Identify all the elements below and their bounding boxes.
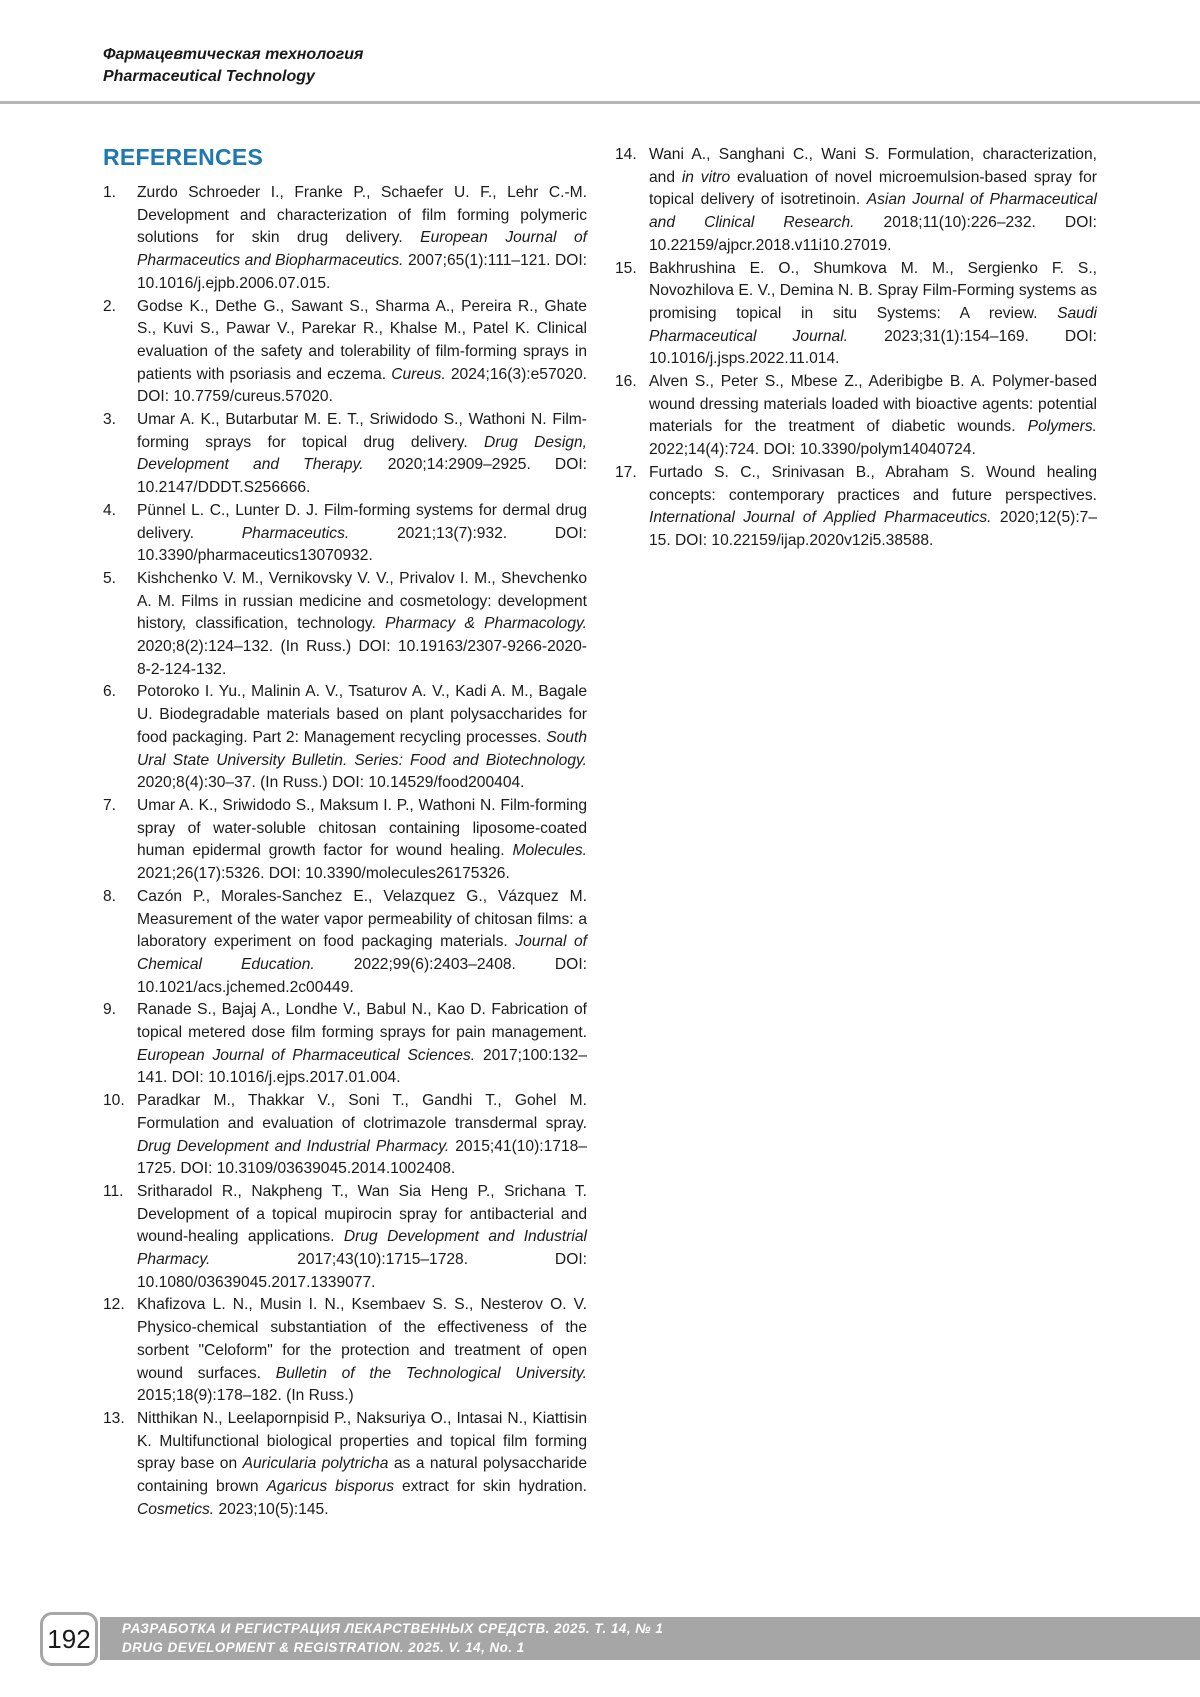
reference-number: 4. (103, 501, 117, 519)
reference-journal: Cureus. (391, 365, 446, 383)
reference-item (103, 795, 587, 886)
footer-journal-ru: РАЗРАБОТКА И РЕГИСТРАЦИЯ ЛЕКАРСТВЕННЫХ СРЕДСТВ. 2025. Т. 14, № 1 (122, 1621, 664, 1636)
reference-item (615, 258, 1097, 372)
reference-authors-title: Pünnel L. C., Lunter D. J. Film-forming systems for dermal drug delivery. (137, 501, 587, 542)
page-number: 192 (40, 1612, 98, 1666)
reference-journal: European Journal of Pharmaceutics and Biopharmaceutics. (137, 229, 587, 270)
reference-list-left (103, 182, 587, 1521)
reference-authors-title: Umar A. K., Butarbutar M. E. T., Sriwidodo S., Wathoni N. Film-forming sprays for topical drug delivery. (137, 411, 587, 451)
reference-journal: Drug Development and Industrial Pharmacy. (137, 1137, 450, 1155)
reference-item (103, 1294, 587, 1408)
reference-text (137, 296, 587, 410)
reference-citation: 2022;99(6):2403–2408. DOI: 10.1021/acs.jchemed.2c00449. (137, 955, 587, 996)
reference-number: 5. (103, 569, 117, 587)
reference-number: 11. (103, 1182, 124, 1200)
reference-number: 15. (615, 259, 637, 277)
footer-journal-en: DRUG DEVELOPMENT & REGISTRATION. 2025. V. 14, No. 1 (122, 1639, 525, 1655)
reference-text (137, 409, 587, 500)
reference-italic-term: Agaricus bisporus (266, 1478, 395, 1496)
running-head-en: Pharmaceutical Technology (103, 68, 315, 85)
reference-authors-title: Paradkar M., Thakkar V., Soni T., Gandhi T., Gohel M. Formulation and evaluation of clotrimazole transdermal spray. (137, 1092, 587, 1132)
reference-authors-title: Nitthikan N., Leelapornpisid P., Naksuriya O., Intasai N., Kiattisin K. Multifunctional biological properties and topical film forming spray base on (137, 1409, 587, 1473)
reference-text (137, 182, 587, 296)
reference-citation: 2020;12(5):7–15. DOI: 10.22159/ijap.2020v12i5.38588. (649, 509, 1098, 549)
reference-text (137, 999, 587, 1090)
reference-authors-title: Khafizova L. N., Musin I. N., Ksembaev S. S., Nesterov O. V. Physico-chemical substantiation of the effectiveness of the sorbent "Celoform" for the protection and treatment of open wound surfaces. (137, 1296, 587, 1382)
reference-journal: Pharmaceutics. (241, 524, 350, 542)
reference-title-cont: extract for skin hydration. (394, 1478, 587, 1496)
reference-number: 1. (103, 184, 117, 201)
reference-number: 16. (615, 373, 637, 391)
reference-authors-title: Cazón P., Morales-Sanchez E., Velazquez G., Vázquez M. Measurement of the water vapor permeability of chitosan films: a laboratory experiment on food packaging materials. (137, 887, 587, 951)
reference-journal: Polymers. (1027, 418, 1097, 436)
footer-journal (122, 1620, 663, 1657)
reference-journal: International Journal of Applied Pharmaceutics. (649, 509, 992, 527)
reference-citation: 2022;14(4):724. DOI: 10.3390/polym14040724. (649, 441, 976, 459)
reference-text (137, 1408, 587, 1522)
reference-number: 14. (615, 146, 637, 163)
reference-italic-term: in vitro (681, 168, 731, 186)
reference-citation: 2018;11(10):226–232. DOI: 10.22159/ajpcr.2018.v11i10.27019. (649, 214, 1097, 254)
references-heading: REFERENCES (103, 144, 264, 170)
reference-citation: 2020;14:2909–2925. DOI: 10.2147/DDDT.S256666. (137, 456, 587, 497)
reference-journal: European Journal of Pharmaceutical Sciences. (137, 1046, 476, 1064)
reference-item (103, 1408, 587, 1522)
reference-journal: South Ural State University Bulletin. Series: Food and Biotechnology. (137, 728, 587, 769)
reference-number: 17. (615, 463, 637, 481)
reference-item (103, 182, 587, 296)
right-column (615, 144, 1097, 553)
reference-authors-title: Furtado S. C., Srinivasan B., Abraham S. Wound healing concepts: contemporary practices and future perspectives. (649, 463, 1097, 504)
reference-list-right (615, 144, 1097, 553)
reference-citation: 2007;65(1):111–121. DOI: 10.1016/j.ejpb.2006.07.015. (137, 252, 588, 292)
reference-number: 2. (103, 297, 117, 315)
reference-number: 12. (103, 1296, 125, 1314)
reference-text (649, 462, 1097, 553)
running-head-ru: Фармацевтическая технология (103, 46, 364, 63)
reference-authors-title: Potoroko I. Yu., Malinin A. V., Tsaturov A. V., Kadi A. M., Bagale U. Biodegradable materials based on plant polysaccharides for food packaging. Part 2: Management recycling processes. (137, 683, 587, 746)
reference-title-cont: as a natural polysaccharide containing brown (137, 1455, 587, 1496)
reference-item (615, 462, 1097, 553)
reference-number: 10. (103, 1092, 125, 1110)
reference-journal: Cosmetics. (137, 1500, 215, 1518)
reference-item (103, 296, 587, 410)
reference-text (137, 681, 587, 795)
reference-text (137, 1090, 587, 1181)
reference-authors-title: Ranade S., Bajaj A., Londhe V., Babul N., Kao D. Fabrication of topical metered dose film forming sprays for pain management. (137, 1001, 587, 1042)
reference-citation: 2023;31(1):154–169. DOI: 10.1016/j.jsps.2022.11.014. (649, 327, 1097, 368)
reference-item (615, 371, 1097, 462)
reference-item (103, 886, 587, 1000)
reference-citation: 2015;41(10):1718–1725. DOI: 10.3109/03639045.2014.1002408. (137, 1137, 587, 1178)
reference-citation: 2020;8(4):30–37. (In Russ.) DOI: 10.14529/food200404. (137, 774, 525, 792)
reference-number: 9. (103, 1001, 117, 1019)
reference-text (137, 886, 587, 1000)
reference-authors-title: Bakhrushina E. O., Shumkova M. M., Sergienko F. S., Novozhilova E. V., Demina N. B. Spray Film-Forming systems as promising topical in situ Systems: A review. (649, 259, 1097, 322)
reference-number: 8. (103, 887, 117, 905)
reference-journal: Saudi Pharmaceutical Journal. (649, 304, 1097, 345)
reference-number: 7. (103, 796, 117, 814)
reference-journal: Drug Design, Development and Therapy. (137, 433, 587, 474)
reference-citation: 2021;13(7):932. DOI: 10.3390/pharmaceutics13070932. (137, 524, 587, 565)
reference-item (103, 500, 587, 568)
reference-journal: Pharmacy & Pharmacology. (385, 615, 587, 633)
reference-citation: 2023;10(5):145. (214, 1500, 329, 1518)
running-head (103, 44, 363, 88)
reference-item (103, 568, 587, 682)
header-divider (0, 101, 1200, 104)
reference-authors-title: Zurdo Schroeder I., Franke P., Schaefer U. F., Lehr C.-M. Development and characterization of film forming polymeric solutions for skin drug delivery. (137, 184, 587, 247)
reference-number: 13. (103, 1409, 125, 1427)
reference-authors-title: Godse K., Dethe G., Sawant S., Sharma A., Pereira R., Ghate S., Kuvi S., Pawar V., Parekar R., Khalse M., Patel K. Clinical evaluation of the safety and tolerability of film-forming sprays in patients with psoriasis and eczema. (137, 297, 587, 383)
reference-text (137, 795, 587, 886)
reference-text (137, 568, 587, 682)
left-column (103, 142, 587, 1521)
reference-item (103, 1090, 587, 1181)
reference-authors-title: Alven S., Peter S., Mbese Z., Aderibigbe B. A. Polymer-based wound dressing materials loaded with bioactive agents: potential materials for the treatment of diabetic wounds. (649, 373, 1097, 436)
reference-number: 6. (103, 683, 117, 701)
reference-italic-term: Auricularia polytricha (242, 1455, 389, 1473)
reference-title-cont: evaluation of novel microemulsion-based spray for topical delivery of isotretinoin. (649, 168, 1097, 209)
reference-text (649, 144, 1097, 258)
reference-citation: 2024;16(3):e57020. DOI: 10.7759/cureus.57020. (137, 365, 587, 406)
reference-journal: Journal of Chemical Education. (137, 933, 587, 973)
reference-journal: Bulletin of the Technological University. (275, 1364, 587, 1382)
reference-authors-title: Sritharadol R., Nakpheng T., Wan Sia Heng P., Srichana T. Development of a topical mupirocin spray for antibacterial and wound-healing applications. (137, 1182, 587, 1246)
reference-citation: 2020;8(2):124–132. (In Russ.) DOI: 10.19163/2307-9266-2020-8-2-124-132. (137, 638, 587, 678)
reference-citation: 2021;26(17):5326. DOI: 10.3390/molecules26175326. (137, 865, 510, 883)
reference-item (103, 409, 587, 500)
reference-item (103, 1181, 587, 1295)
reference-citation: 2017;100:132–141. DOI: 10.1016/j.ejps.2017.01.004. (137, 1046, 588, 1087)
reference-citation: 2015;18(9):178–182. (In Russ.) (137, 1387, 354, 1405)
reference-item (103, 999, 587, 1090)
reference-number: 3. (103, 411, 117, 429)
reference-text (137, 500, 587, 568)
reference-authors-title: Umar A. K., Sriwidodo S., Maksum I. P., Wathoni N. Film-forming spray of water-soluble chitosan containing liposome-coated human epidermal growth factor for wound healing. (137, 796, 587, 860)
reference-item (103, 681, 587, 795)
reference-text (649, 258, 1097, 372)
reference-citation: 2017;43(10):1715–1728. DOI: 10.1080/03639045.2017.1339077. (137, 1251, 587, 1291)
reference-item (615, 144, 1097, 258)
reference-authors-title: Kishchenko V. M., Vernikovsky V. V., Privalov I. M., Shevchenko A. M. Films in russian medicine and cosmetology: development history, classification, technology. (137, 569, 587, 633)
reference-journal: Drug Development and Industrial Pharmacy. (137, 1228, 587, 1269)
reference-journal: Asian Journal of Pharmaceutical and Clinical Research. (649, 191, 1097, 232)
reference-text (137, 1294, 587, 1408)
reference-authors-title: Wani A., Sanghani C., Wani S. Formulation, characterization, and (649, 146, 1097, 186)
reference-journal: Molecules. (512, 842, 587, 860)
reference-text (137, 1181, 587, 1295)
reference-text (649, 371, 1097, 462)
